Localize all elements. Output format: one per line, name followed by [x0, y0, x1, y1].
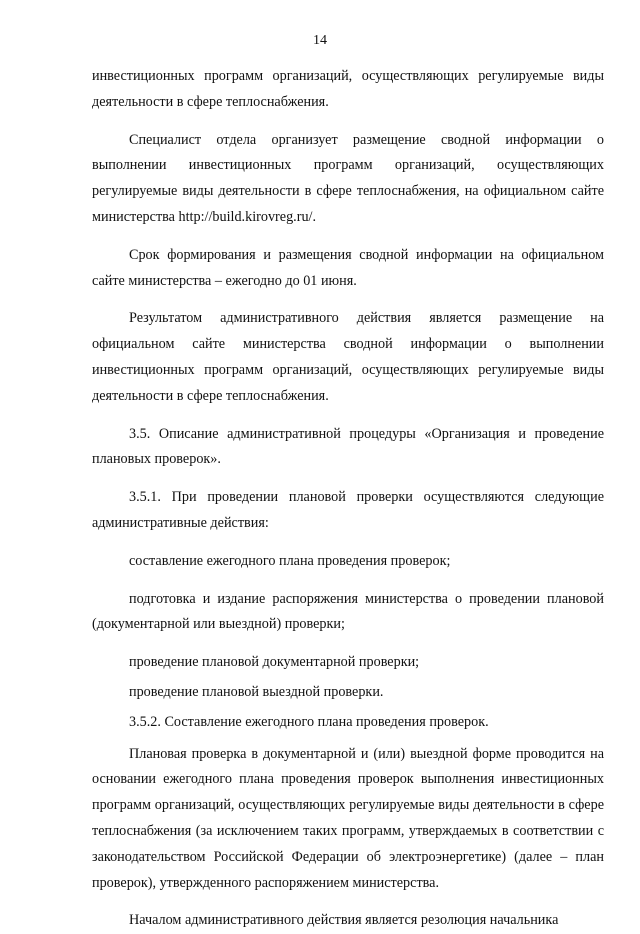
paragraph: Плановая проверка в документарной и (или) выездной форме проводится на основании ежегодного плана проведения проверок выполнения инвестиционных программ организаций, осуществляющих регулируемые виды деятельности в сфере теплоснабжения (за исключением таких программ, утверждаемых в соответствии с законодательством Российской Федерации об электроэнергетике) (далее – план проверок), утвержденного распоряжением министерства.	[92, 745, 604, 891]
paragraph: Специалист отдела организует размещение сводной информации о выполнении инвестиционных программ организаций, осуществляющих регулируемые виды деятельности в сфере теплоснабжения, на официальном сайте министерства http://build.kirovreg.ru/.	[92, 131, 604, 225]
paragraph: инвестиционных программ организаций, осуществляющих регулируемые виды деятельности в сфере теплоснабжения.	[92, 68, 604, 110]
paragraph: Срок формирования и размещения сводной информации на официальном сайте министерства – ежегодно до 01 июня.	[92, 246, 604, 289]
subsection-heading: 3.5.1. При проведении плановой проверки осуществляются следующие административные действия:	[92, 489, 604, 531]
list-item: проведение плановой выездной проверки.	[129, 683, 384, 700]
subsection-heading: 3.5.2. Составление ежегодного плана проведения проверок.	[129, 713, 489, 730]
list-item: подготовка и издание распоряжения министерства о проведении плановой (документарной или выездной) проверки;	[92, 590, 604, 633]
section-heading: 3.5. Описание административной процедуры «Организация и проведение плановых проверок».	[92, 425, 604, 468]
paragraph: Началом административного действия является резолюция начальника	[129, 912, 559, 929]
document-body	[92, 64, 604, 934]
page-number: 14	[313, 33, 327, 48]
list-item: проведение плановой документарной проверки;	[129, 654, 420, 671]
paragraph: Результатом административного действия является размещение на официальном сайте министерства сводной информации о выполнении инвестиционных программ организаций, осуществляющих регулируемые виды деятельности в сфере теплоснабжения.	[92, 310, 604, 404]
list-item: составление ежегодного плана проведения проверок;	[129, 552, 451, 569]
